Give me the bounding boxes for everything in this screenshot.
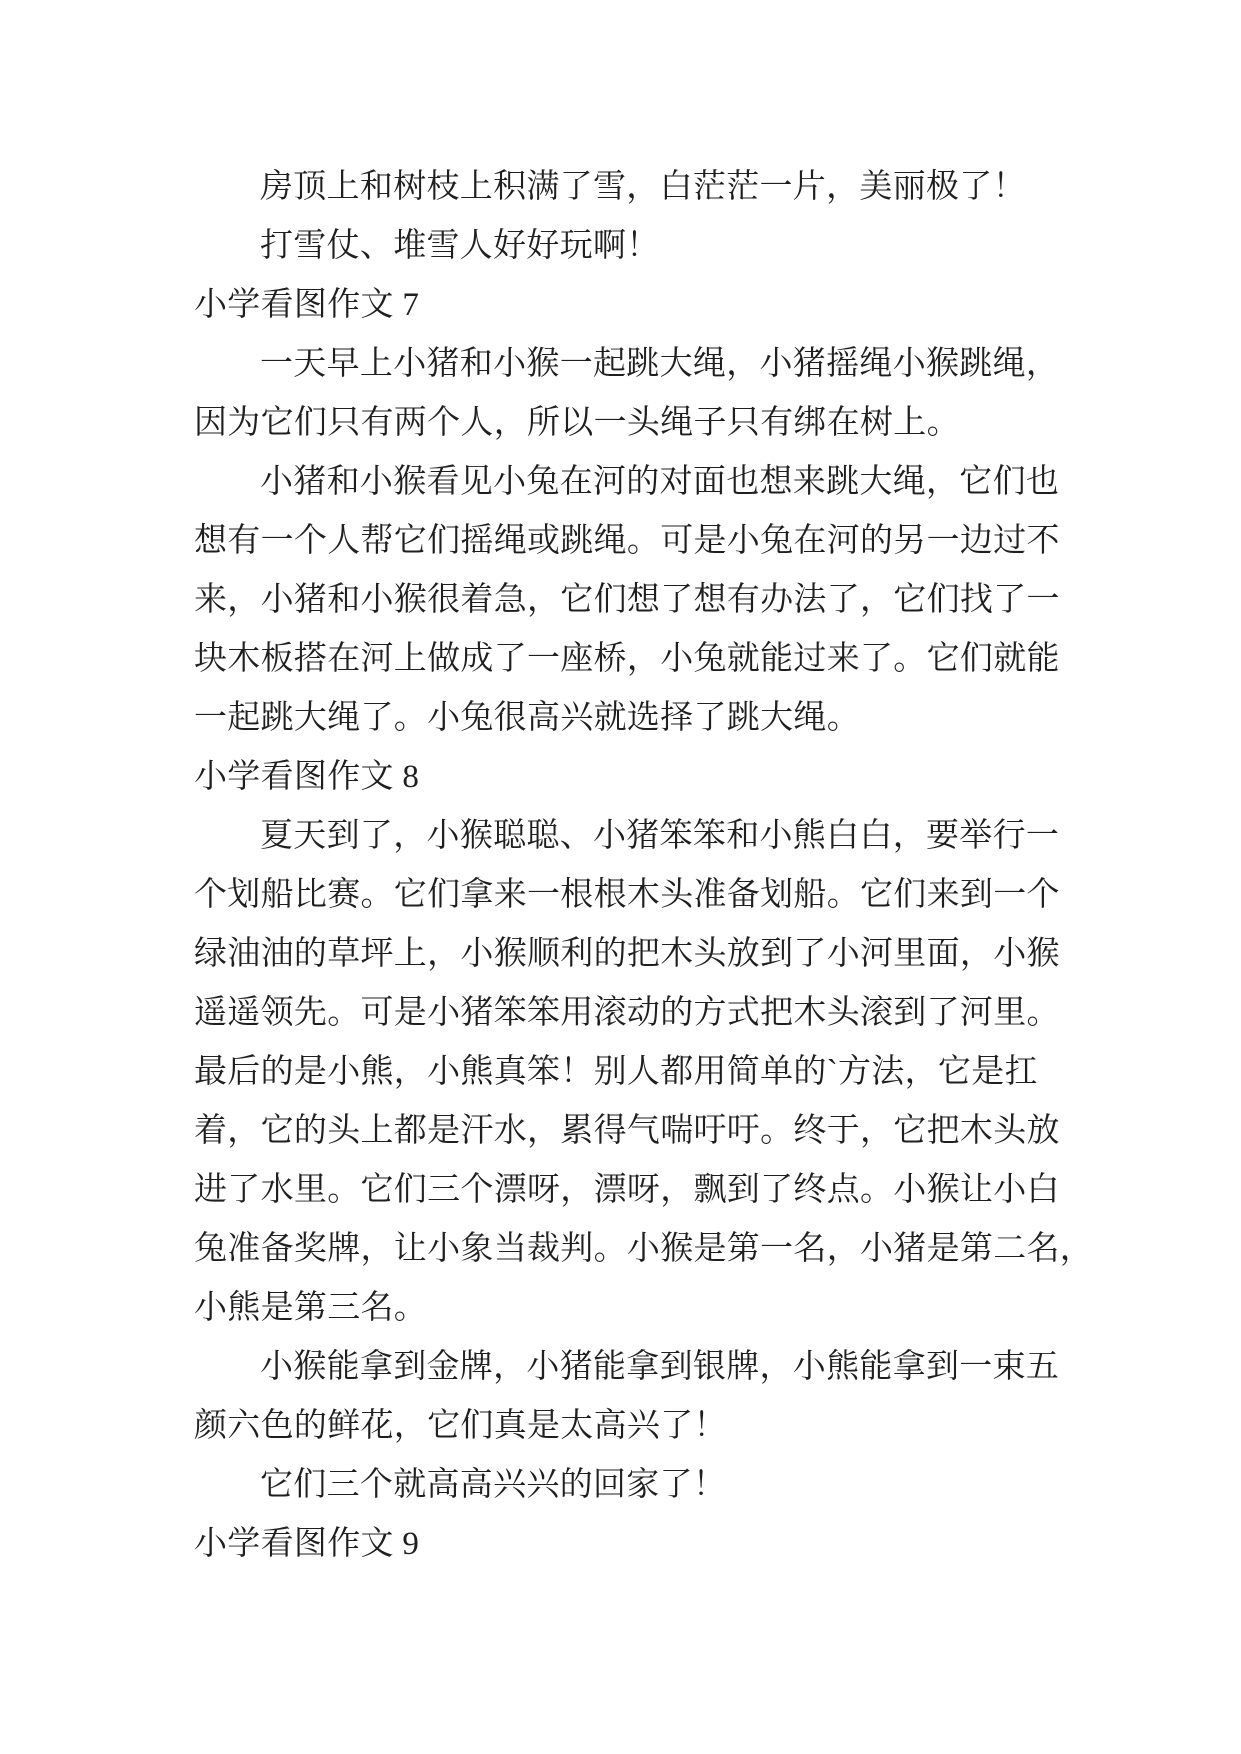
text-line: 小猴能拿到金牌，小猪能拿到银牌，小熊能拿到一束五	[260, 1349, 1060, 1385]
text-line: 想有一个人帮它们摇绳或跳绳。可是小兔在河的另一边过不	[194, 523, 1060, 559]
text-line: 颜六色的鲜花，它们真是太高兴了！	[194, 1408, 727, 1444]
text-line: 遥遥领先。可是小猪笨笨用滚动的方式把木头滚到了河里。	[194, 995, 1060, 1031]
text-line: 因为它们只有两个人，所以一头绳子只有绑在树上。	[194, 405, 960, 441]
paragraph	[194, 807, 1094, 1338]
text-line: 最后的是小熊，小熊真笨！别人都用简单的`方法，它是扛	[194, 1054, 1038, 1090]
paragraph	[194, 1338, 1094, 1456]
text-line: 小熊是第三名。	[194, 1290, 428, 1326]
text-line: 块木板搭在河上做成了一座桥，小兔就能过来了。它们就能	[194, 641, 1060, 677]
text-line: 它们三个就高高兴兴的回家了！	[260, 1467, 727, 1503]
paragraph	[194, 158, 1094, 217]
text-line: 个划船比赛。它们拿来一根根木头准备划船。它们来到一个	[194, 877, 1060, 913]
text-line: 着，它的头上都是汗水，累得气喘吁吁。终于，它把木头放	[194, 1113, 1060, 1149]
essay	[194, 276, 1094, 748]
text-line: 小猪和小猴看见小兔在河的对面也想来跳大绳，它们也	[260, 464, 1060, 500]
essay	[194, 1515, 1094, 1574]
paragraph	[194, 1456, 1094, 1515]
essay-heading: 小学看图作文 8	[194, 759, 420, 795]
paragraph	[194, 217, 1094, 276]
document-body	[194, 158, 1094, 1574]
text-line: 夏天到了，小猴聪聪、小猪笨笨和小熊白白，要举行一	[260, 818, 1060, 854]
paragraph	[194, 453, 1094, 748]
essay-heading: 小学看图作文 9	[194, 1526, 420, 1562]
text-line: 一起跳大绳了。小兔很高兴就选择了跳大绳。	[194, 700, 860, 736]
text-line: 来，小猪和小猴很着急，它们想了想有办法了，它们找了一	[194, 582, 1060, 618]
text-line: 兔准备奖牌，让小象当裁判。小猴是第一名，小猪是第二名，	[194, 1231, 1094, 1267]
text-line: 进了水里。它们三个漂呀，漂呀，飘到了终点。小猴让小白	[194, 1172, 1060, 1208]
text-line: 绿油油的草坪上，小猴顺利的把木头放到了小河里面，小猴	[194, 936, 1060, 972]
text-line: 房顶上和树枝上积满了雪，白茫茫一片，美丽极了！	[260, 169, 1026, 205]
essay-heading: 小学看图作文 7	[194, 287, 420, 323]
text-line: 一天早上小猪和小猴一起跳大绳，小猪摇绳小猴跳绳，	[260, 346, 1060, 382]
paragraph	[194, 335, 1094, 453]
essay	[194, 748, 1094, 1515]
text-line: 打雪仗、堆雪人好好玩啊！	[260, 228, 660, 264]
